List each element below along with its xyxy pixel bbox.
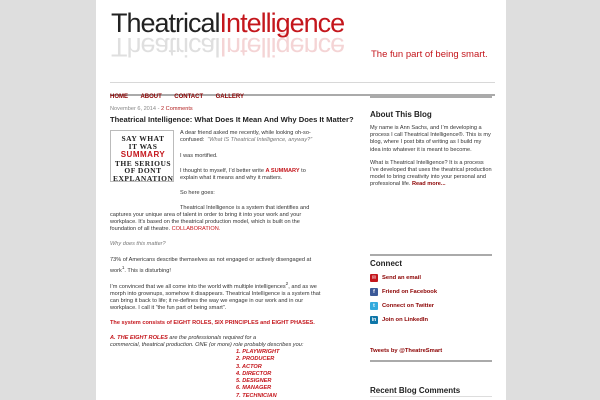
post-paragraph-5: captures your unique area of talent in order to bring it into your work and your workplace. It’s based on the theatrical production model, which is built on the foundation of all theatre. COLLABORATION. xyxy=(110,212,302,233)
about-text: My name is Ann Sachs, and I’m developing a process I call Theatrical Intelligence®. This is my blog, where I post bits of writing as I build my idea into whatever it is meant to become. xyxy=(370,125,491,153)
logo-reflection: TheatricalIntelligence xyxy=(111,32,345,62)
nav-home[interactable]: HOME xyxy=(110,94,128,100)
system-summary: The system consists of EIGHT ROLES, SIX PRINCIPLES and EIGHT PHASES. xyxy=(110,320,315,326)
recent-comments-title: Recent Blog Comments xyxy=(370,386,461,395)
question: Why does this matter? xyxy=(110,241,166,247)
connect-facebook[interactable]: f Friend on Facebook xyxy=(370,288,492,296)
list-item: 7. TECHNICIAN xyxy=(236,392,277,399)
twitter-icon: t xyxy=(370,302,378,310)
facebook-icon: f xyxy=(370,288,378,296)
post-paragraph-4: So here goes: xyxy=(180,190,215,196)
connect-title: Connect xyxy=(370,254,492,268)
sidebar xyxy=(370,96,500,395)
tweets-link[interactable]: Tweets by @TheatreSmart xyxy=(370,348,492,362)
list-item: 5. DESIGNER xyxy=(236,378,272,385)
connect-twitter[interactable]: t Connect on Twitter xyxy=(370,302,492,310)
post-paragraph-1: A dear friend asked me recently, while looking oh-so- confused: “What IS Theatrical Intelligence, anyway?” xyxy=(180,130,313,144)
main-nav xyxy=(110,82,495,100)
post-title[interactable]: Theatrical Intelligence: What Does It Mean And Why Does It Matter? xyxy=(110,115,354,124)
connect-email[interactable]: ✉ Send an email xyxy=(371,275,421,281)
email-icon: ✉ xyxy=(371,275,377,281)
summary-image: SAY WHAT IT WAS SUMMARY THE SERIOUS OF DONT EXPLANATION xyxy=(110,130,174,182)
list-item: 4. DIRECTOR xyxy=(236,370,272,377)
collaboration-link[interactable]: COLLABORATION. xyxy=(171,226,221,233)
divider xyxy=(370,96,492,98)
list-item: 3. ACTOR xyxy=(236,363,262,370)
divider xyxy=(370,396,492,397)
post-meta: November 6, 2014 - 2 Comments xyxy=(110,106,193,112)
roles-list xyxy=(236,349,279,400)
page xyxy=(96,0,506,400)
connect-linkedin[interactable]: in Join on LinkedIn xyxy=(371,317,429,323)
post-paragraph-5a: Theatrical Intelligence is a system that identifies and xyxy=(180,205,310,211)
header xyxy=(96,0,506,80)
nav-gallery[interactable]: GALLERY xyxy=(215,94,245,100)
connect-section xyxy=(370,254,492,324)
post-paragraph-7: I’m convinced that we all come into the world with multiple intelligences$^2$, and as we morph into grownups, somehow it disappears. Theatrical Intelligence is a system that can bring it back to life; it re-defines the way we engage in our work and in our workplace. I call it “the fun part of being smart”. xyxy=(110,281,321,312)
list-item: 2. PRODUCER xyxy=(236,356,275,363)
list-item: 6. MANAGER xyxy=(236,385,272,392)
list-item: 1. PLAYWRIGHT xyxy=(236,349,280,355)
nav-contact[interactable]: CONTACT xyxy=(174,94,204,100)
roles-intro: A. THE EIGHT ROLES are the professionals required for a commercial, theatrical production. ONE (or more) role probably describes you: xyxy=(110,335,304,349)
summary-link[interactable]: A SUMMARY xyxy=(265,168,300,174)
post-paragraph-3: I thought to myself, I’d better write A SUMMARY to explain what it means and why it matters. xyxy=(180,168,306,182)
post-date: November 6, 2014 xyxy=(110,106,157,112)
post-paragraph-2: I was mortified. xyxy=(180,153,218,159)
tagline: The fun part of being smart. xyxy=(371,49,488,60)
site-logo[interactable]: TheatricalIntelligence xyxy=(111,8,345,38)
comments-link[interactable]: 2 Comments xyxy=(161,106,193,112)
about-title: About This Blog xyxy=(370,110,432,119)
post-paragraph-6: 73% of Americans describe themselves as not engaged or actively disengaged at work$^1$. This is disturbing! xyxy=(110,257,312,275)
about-text-2: What is Theatrical Intelligence? It is a process I’ve developed that uses the theatrical production model to bring creativity into your personal and professional life. Read more... xyxy=(370,159,492,188)
linkedin-icon: in xyxy=(371,317,377,323)
post xyxy=(110,106,360,349)
read-more-link[interactable]: Read more... xyxy=(411,181,446,188)
nav-about[interactable]: ABOUT xyxy=(140,94,162,100)
